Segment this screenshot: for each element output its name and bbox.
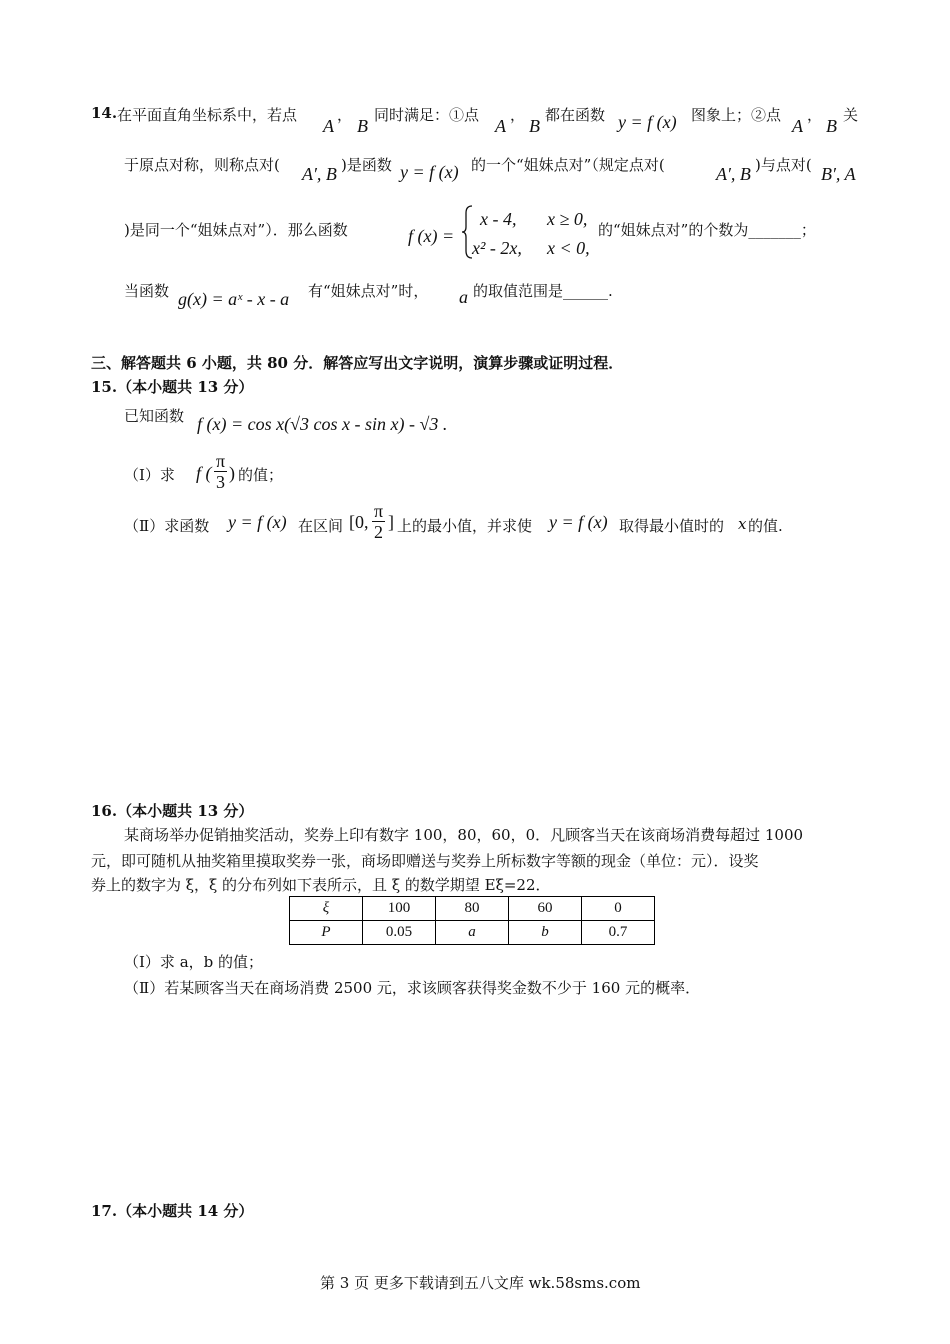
q14-function-y: y = f (x) — [618, 112, 677, 132]
q14-pair-AB: A′, B — [302, 164, 337, 184]
q15-part2-numerator: π — [374, 501, 384, 521]
q15-part2-label: （Ⅱ）求函数 — [124, 517, 210, 535]
q16-line2: 元，即可随机从抽奖箱里摸取奖券一张，商场即赠送与奖券上所标数字等额的现金（单位：元）．设奖 — [91, 852, 759, 870]
q15-formula: f (x) = cos x(√3 cos x - sin x) - √3 . — [197, 414, 448, 434]
q14-line2-text-c: 的一个“姐妹点对”（规定点对( — [471, 156, 665, 174]
q16-part2: （Ⅱ）若某顾客当天在商场消费 2500 元，求该顾客获得奖金数不少于 160 元的概率． — [124, 979, 701, 997]
table-cell: ξ — [290, 897, 363, 921]
q14-line4-text-c: 的取值范围是______. — [473, 282, 613, 300]
q15-intro: 已知函数 — [124, 407, 185, 425]
q14-point-B-3: B — [826, 116, 837, 136]
table-cell: 100 — [363, 897, 436, 921]
q14-function-y-2: y = f (x) — [400, 162, 459, 182]
table-cell: 0 — [582, 897, 655, 921]
q14-point-A-2: A — [495, 116, 506, 136]
q15-part1-f: f ( — [196, 463, 212, 483]
q14-line1-text-e: 关 — [843, 106, 859, 124]
q14-line3-text-b: 的“姐妹点对”的个数为_______； — [598, 221, 816, 239]
q15-part2-interval-close: ] — [388, 512, 394, 532]
q14-case1-expr: x - 4, — [480, 209, 517, 229]
q15-part2-text-c: 上的最小值，并求使 — [397, 517, 533, 535]
q15-part2-fx-2: y = f (x) — [549, 512, 608, 532]
q14-point-A: A — [323, 116, 334, 136]
q14-line3-text-a: )是同一个“姐妹点对”）．那么函数 — [124, 221, 348, 239]
q14-line2-text-a: 于原点对称，则称点对( — [124, 156, 280, 174]
q15-part1-numerator: π — [216, 451, 226, 471]
q15-part2-x: x — [738, 515, 747, 533]
q16-line3: 券上的数字为 ξ，ξ 的分布列如下表所示，且 ξ 的数学期望 Eξ=22． — [91, 876, 551, 894]
table-cell: b — [509, 921, 582, 945]
q16-line1: 某商场举办促销抽奖活动，奖券上印有数字 100，80，60，0．凡顾客当天在该商场消费每超过 1000 — [124, 826, 804, 844]
q14-line1-text-a: 在平面直角坐标系中，若点 — [117, 106, 298, 124]
q14-line2-text-d: )与点对( — [755, 156, 812, 174]
q14-comma-3: ， — [807, 106, 823, 124]
table-row — [290, 897, 655, 921]
table-cell: 0.7 — [582, 921, 655, 945]
table-cell: 0.05 — [363, 921, 436, 945]
q15-part2-interval-open: [0, — [349, 512, 369, 532]
q14-function-g: g(x) = aˣ - x - a — [178, 289, 290, 309]
q14-pair-AB-2: A′, B — [716, 164, 751, 184]
q14-point-B-2: B — [529, 116, 540, 136]
q14-point-B: B — [357, 116, 368, 136]
q15-part2-fx: y = f (x) — [228, 512, 287, 532]
q15-part1-close: ) — [229, 463, 235, 483]
table-cell: 80 — [436, 897, 509, 921]
section-3-heading: 三、解答题共 6 小题，共 80 分．解答应写出文字说明，演算步骤或证明过程． — [91, 354, 624, 372]
table-cell: P — [290, 921, 363, 945]
table-cell: 60 — [509, 897, 582, 921]
q14-line1-text-c: 都在函数 — [545, 106, 606, 124]
q14-comma: ， — [337, 106, 353, 124]
q15-part1-denominator: 3 — [216, 472, 226, 492]
table-row — [290, 921, 655, 945]
q15-part2-text-b: 在区间 — [298, 517, 344, 535]
q15-part1-label: （Ⅰ）求 — [124, 466, 175, 484]
q14-case2-cond: x < 0, — [547, 238, 590, 258]
q14-comma-2: ， — [510, 106, 526, 124]
q15-part2-denominator: 2 — [374, 522, 384, 542]
q14-line4-text-b: 有“姐妹点对”时， — [308, 282, 429, 300]
q16-title: 16.（本小题共 13 分） — [91, 802, 254, 820]
q14-case2-expr: x² - 2x, — [472, 238, 522, 258]
q15-part2-text-d: 取得最小值时的 — [619, 517, 725, 535]
q15-part1-text: 的值； — [238, 466, 284, 484]
q15-part2-fraction — [372, 502, 385, 541]
distribution-table — [289, 896, 655, 945]
q14-case1-cond: x ≥ 0, — [547, 209, 588, 229]
q17-title: 17.（本小题共 14 分） — [91, 1202, 254, 1220]
q14-piecewise-f: f (x) = — [408, 226, 455, 246]
q15-part1-fraction — [214, 452, 227, 491]
q15-title: 15.（本小题共 13 分） — [91, 378, 254, 396]
q14-pair-BA: B′, A — [821, 164, 856, 184]
q14-line1-text-b: 同时满足：①点 — [374, 106, 480, 124]
q14-line4-text-a: 当函数 — [124, 282, 170, 300]
q14-var-a: a — [459, 287, 468, 307]
q14-line1-text-d: 图象上；②点 — [691, 106, 782, 124]
q16-part1: （Ⅰ）求 a，b 的值； — [124, 953, 264, 971]
table-cell: a — [436, 921, 509, 945]
page-footer: 第 3 页 更多下载请到五八文库 wk.58sms.com — [320, 1274, 641, 1292]
q14-point-A-3: A — [792, 116, 803, 136]
q14-line2-text-b: )是函数 — [341, 156, 392, 174]
q14-number: 14. — [91, 104, 118, 122]
q15-part2-text-e: 的值. — [748, 517, 783, 535]
